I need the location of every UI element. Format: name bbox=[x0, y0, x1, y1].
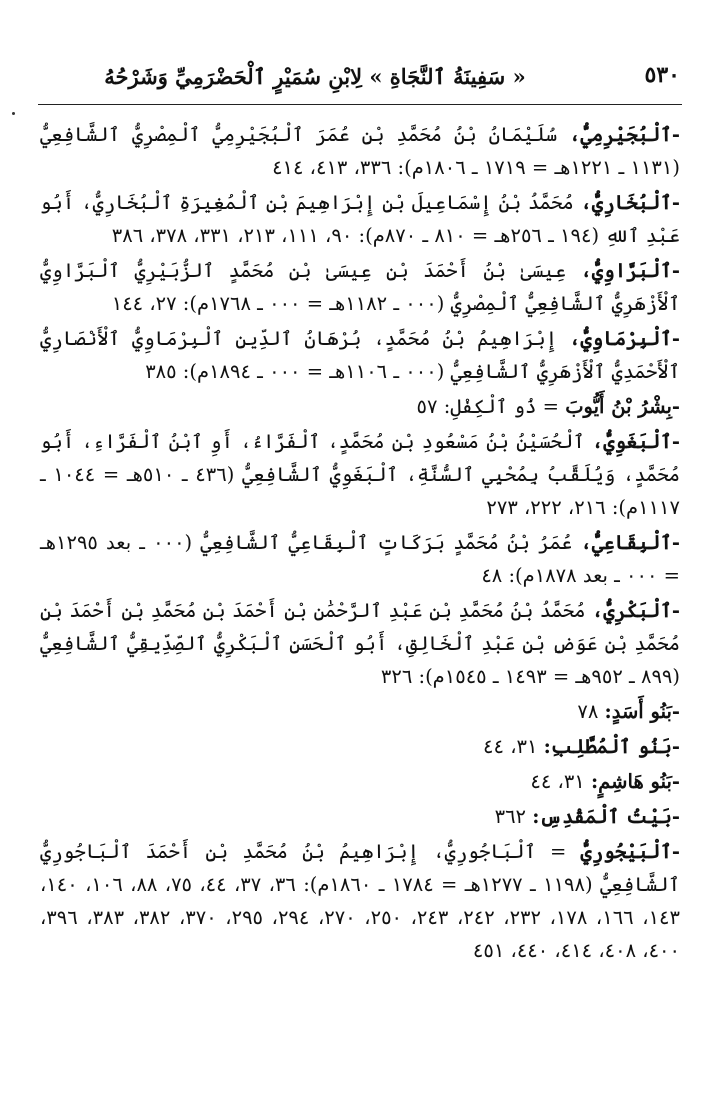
index-entry bbox=[40, 594, 680, 693]
index-entry bbox=[40, 800, 680, 833]
entry-head: ٱلْبِرْمَاوِيُّ، bbox=[569, 327, 672, 350]
index-entry bbox=[40, 835, 680, 967]
entry-body: = ٱلْبَاجُورِيُّ، إِبْرَاهِيمُ بْنُ مُحَمَّدِ بْنِ أَحْمَدَ ٱلْبَاجُورِيُّ ٱلشَّافِعِيُّ (١١٩٨ ـ ١٢٧٧هـ = ١٧٨٤ ـ ١٨٦٠م): ٣٦، ٣٧، ٤٤، ٧٥، ٨٨، ١٠٦، ١٤٠، ١٤٣، ١٦٦، ١٧٨، ٢٣٢، ٢٤٢، ٢٤٣، ٢٥٠، ٢٧٠، ٢٩٤، ٢٩٥، ٣٧٠، ٣٨٢، ٣٨٣، ٣٩٦، ٤٠٠، ٤٠٨، ٤١٤، ٤٤٠، ٤٥١ bbox=[40, 840, 680, 962]
index-entries bbox=[40, 118, 680, 969]
index-entry bbox=[40, 695, 680, 728]
index-entry bbox=[40, 254, 680, 320]
entry-head: ٱلْبِقَاعِيُّ، bbox=[580, 531, 672, 554]
entry-dash: - bbox=[671, 123, 680, 146]
entry-head: بَيْتُ ٱلْمَقْدِسِ: bbox=[532, 805, 672, 828]
page-number: ٥٣٠ bbox=[644, 62, 680, 88]
entry-dash: - bbox=[671, 735, 680, 758]
entry-dash: - bbox=[671, 259, 680, 282]
index-entry bbox=[40, 118, 680, 184]
entry-body: مُحَمَّدُ بْنُ إِسْمَاعِيلَ بْنِ إِبْرَاهِيمَ بْنِ ٱلْمُغِيرَةِ ٱلْبُخَارِيُّ، أَبُو عَبْدِ ٱللهِ (١٩٤ ـ ٢٥٦هـ = ٨١٠ ـ ٨٧٠م): ٩٠، ١١١، ٢١٣، ٣٣١، ٣٧٨، ٣٨٦ bbox=[40, 191, 680, 247]
entry-head: ٱلْبُجَيْرِمِيُّ، bbox=[569, 123, 672, 146]
index-entry bbox=[40, 390, 680, 423]
entry-body: ٣٦٢ bbox=[494, 805, 533, 828]
entry-body: ٣١، ٤٤ bbox=[530, 770, 591, 793]
index-entry bbox=[40, 186, 680, 252]
margin-dot bbox=[12, 112, 15, 115]
entry-dash: - bbox=[671, 430, 680, 453]
header-rule bbox=[38, 104, 682, 105]
entry-body: إِبْرَاهِيمُ بْنُ مُحَمَّدٍ، بُرْهَانُ ٱلدِّينِ ٱلْبِرْمَاوِيُّ ٱلْأَنْصَارِيُّ ٱلْأَحْمَدِيُّ ٱلْأَزْهَرِيُّ ٱلشَّافِعِيُّ (٠٠٠ ـ ١١٠٦هـ = ٠٠٠ ـ ١٨٩٤م): ٣٨٥ bbox=[40, 327, 680, 383]
entry-body: عِيسَىٰ بْنُ أَحْمَدَ بْنِ عِيسَىٰ بْنِ مُحَمَّدٍ ٱلزُّبَيْرِيُّ ٱلْبَرَّاوِيُّ ٱلْأَزْهَرِيُّ ٱلشَّافِعِيُّ ٱلْمِصْرِيُّ (٠٠٠ ـ ١١٨٢هـ = ٠٠٠ ـ ١٧٦٨م): ٢٧، ١٤٤ bbox=[40, 259, 680, 315]
entry-dash: - bbox=[671, 327, 680, 350]
entry-dash: - bbox=[671, 531, 680, 554]
entry-dash: - bbox=[671, 770, 680, 793]
entry-head: بِشْرُ بْنُ أَيُّوبَ bbox=[565, 395, 672, 418]
entry-body: ٱلْحُسَيْنُ بْنُ مَسْعُودِ بْنِ مُحَمَّدٍ، ٱلْفَرَّاءُ، أَوِ ٱبْنُ ٱلْفَرَّاءِ، أَبُو مُحَمَّدٍ، وَيُلَقَّبُ بِمُحْيِي ٱلسُّنَّةِ، ٱلْبَغَوِيُّ ٱلشَّافِعِيُّ (٤٣٦ ـ ٥١٠هـ = ١٠٤٤ ـ ١١١٧م): ٢١٦، ٢٢٢، ٢٧٣ bbox=[40, 430, 681, 519]
index-entry bbox=[40, 526, 680, 592]
entry-head: بَنُو أَسَدٍ: bbox=[604, 700, 672, 723]
entry-head: ٱلْبَيْجُورِيُّ bbox=[580, 840, 672, 863]
index-entry bbox=[40, 322, 680, 388]
page-header bbox=[40, 58, 680, 98]
entry-dash: - bbox=[671, 805, 680, 828]
entry-head: ٱلْبَكْرِيُّ، bbox=[591, 599, 672, 622]
entry-head: ٱلْبُخَارِيُّ، bbox=[580, 191, 672, 214]
entry-head: ٱلْبَغَوِيُّ، bbox=[591, 430, 672, 453]
entry-body: مُحَمَّدُ بْنُ مُحَمَّدِ بْنِ عَبْدِ ٱلرَّحْمَٰنِ بْنِ أَحْمَدَ بْنِ مُحَمَّدِ بْنِ أَحْمَدَ بْنِ مُحَمَّدِ بْنِ عَوَضِ بْنِ عَبْدِ ٱلْخَالِقِ، أَبُو ٱلْحَسَنِ ٱلْبَكْرِيُّ ٱلصِّدِّيقِيُّ ٱلشَّافِعِيُّ (٨٩٩ ـ ٩٥٢هـ = ١٤٩٣ ـ ١٥٤٥م): ٣٢٦ bbox=[40, 599, 680, 688]
running-title: « سَفِينَةُ ٱلنَّجَاةِ » لِابْنِ سُمَيْرٍ ٱلْحَضْرَمِيِّ وَشَرْحُهُ bbox=[104, 64, 526, 89]
index-entry bbox=[40, 425, 680, 524]
entry-body: ٧٨ bbox=[577, 700, 605, 723]
entry-body: ٣١، ٤٤ bbox=[483, 735, 544, 758]
entry-head: ٱلْبَرَّاوِيُّ، bbox=[580, 259, 672, 282]
entry-dash: - bbox=[671, 191, 680, 214]
entry-dash: - bbox=[671, 840, 680, 863]
index-entry bbox=[40, 730, 680, 763]
entry-body: عُمَرُ بْنُ مُحَمَّدٍ بَرَكَاتٍ ٱلْبِقَاعِيُّ ٱلشَّافِعِيُّ (٠٠٠ ـ بعد ١٢٩٥هـ = ٠٠٠ ـ بعد ١٨٧٨م): ٤٨ bbox=[40, 531, 680, 587]
entry-head: بَنُو هَاشِمٍ: bbox=[590, 770, 672, 793]
index-entry bbox=[40, 765, 680, 798]
entry-body: = ذُو ٱلْكِفْلِ: ٥٧ bbox=[416, 395, 566, 418]
entry-head: بَنُو ٱلْمُطَّلِبِ: bbox=[543, 735, 672, 758]
entry-dash: - bbox=[671, 700, 680, 723]
entry-dash: - bbox=[671, 395, 680, 418]
entry-dash: - bbox=[671, 599, 680, 622]
entry-body: سُلَيْمَانُ بْنُ مُحَمَّدِ بْنِ عُمَرَ ٱلْبُجَيْرِمِيُّ ٱلْمِصْرِيُّ ٱلشَّافِعِيُّ (١١٣١ ـ ١٢٢١هـ = ١٧١٩ ـ ١٨٠٦م): ٣٣٦، ٤١٣، ٤١٤ bbox=[40, 123, 680, 179]
